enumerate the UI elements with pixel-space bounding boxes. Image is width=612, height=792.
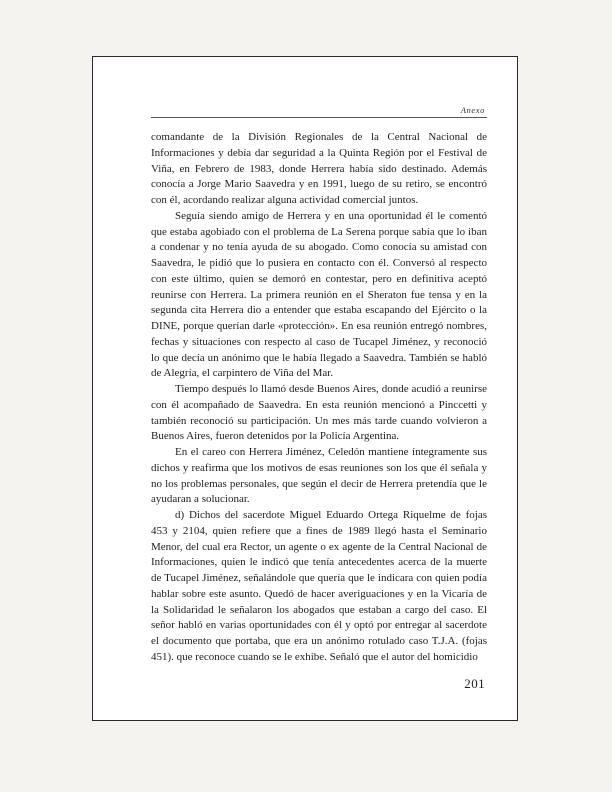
page-number: 201 (464, 676, 485, 691)
book-page (92, 56, 518, 721)
paragraph: En el careo con Herrera Jiménez, Celedón mantiene íntegramente sus dichos y reafirma que los motivos de esas reuniones son los que él señala y no los problemas personales, que según el decir de Herrera pretendía que le ayudaran a solucionar. (151, 446, 487, 506)
paragraph: Seguía siendo amigo de Herrera y en una oportunidad él le comentó que estaba agobiado con el problema de La Serena porque sabía que lo iban a condenar y no tenía ayuda de su abogado. Como conocía su amistad con Saavedra, le pidió que lo pusiera en contacto con él. Conversó al respecto con este último, quien se demoró en contestar, pero en definitiva aceptó reunirse con Herrera. La primera reunión en el Sheraton fue tensa y en la segunda cita Herrera dio a entender que estaba escapando del Ejército o la DINE, porque querían darle «protección». En esa reunión entregó nombres, fechas y situaciones con respecto al caso de Tucapel Jiménez, y reconoció lo que decía un anónimo que le había llegado a Saavedra. También se habló de Alegría, el carpintero de Viña del Mar. (151, 209, 487, 380)
paragraph: d) Dichos del sacerdote Miguel Eduardo Ortega Riquelme de fojas 453 y 2104, quien refiere que a fines de 1989 llegó hasta el Seminario Menor, del cual era Rector, un agente o ex agente de la Central Nacional de Informaciones, quien le indicó que tenía antecedentes acerca de la muerte de Tucapel Jiménez, señalándole que quería que le indicara con quien podía hablar sobre este asunto. Quedó de hacer averiguaciones y en la Vicaría de la Solidaridad le señalaron los abogados que estaban a cargo del caso. El señor habló en varias oportunidades con él y optó por entregar al sacerdote el documento que portaba, que era un anónimo rotulado caso T.J.A. (fojas 451). que reconoce cuando se le exhibe. Señaló que el autor del homicidio (151, 509, 487, 663)
paragraph: Tiempo después lo llamó desde Buenos Aires, donde acudió a reunirse con él acompañado de Saavedra. En esta reunión mencionó a Pinccetti y también reconoció su participación. Un mes más tarde cuando volvieron a Buenos Aires, fueron detenidos por la Policía Argentina. (151, 383, 487, 443)
running-head: Anexo (460, 105, 485, 115)
paragraph-continuation: comandante de la División Regionales de la Central Nacional de Informaciones y debía dar seguridad a la Quinta Región por el Festival de Viña, en Febrero de 1983, donde Herrera había sido destinado. Además conocía a Jorge Mario Saavedra y en 1991, luego de su retiro, se encontró con él, acordando realizar alguna actividad comercial juntos. (151, 131, 487, 206)
header-rule (151, 117, 487, 118)
body-text (151, 130, 487, 666)
